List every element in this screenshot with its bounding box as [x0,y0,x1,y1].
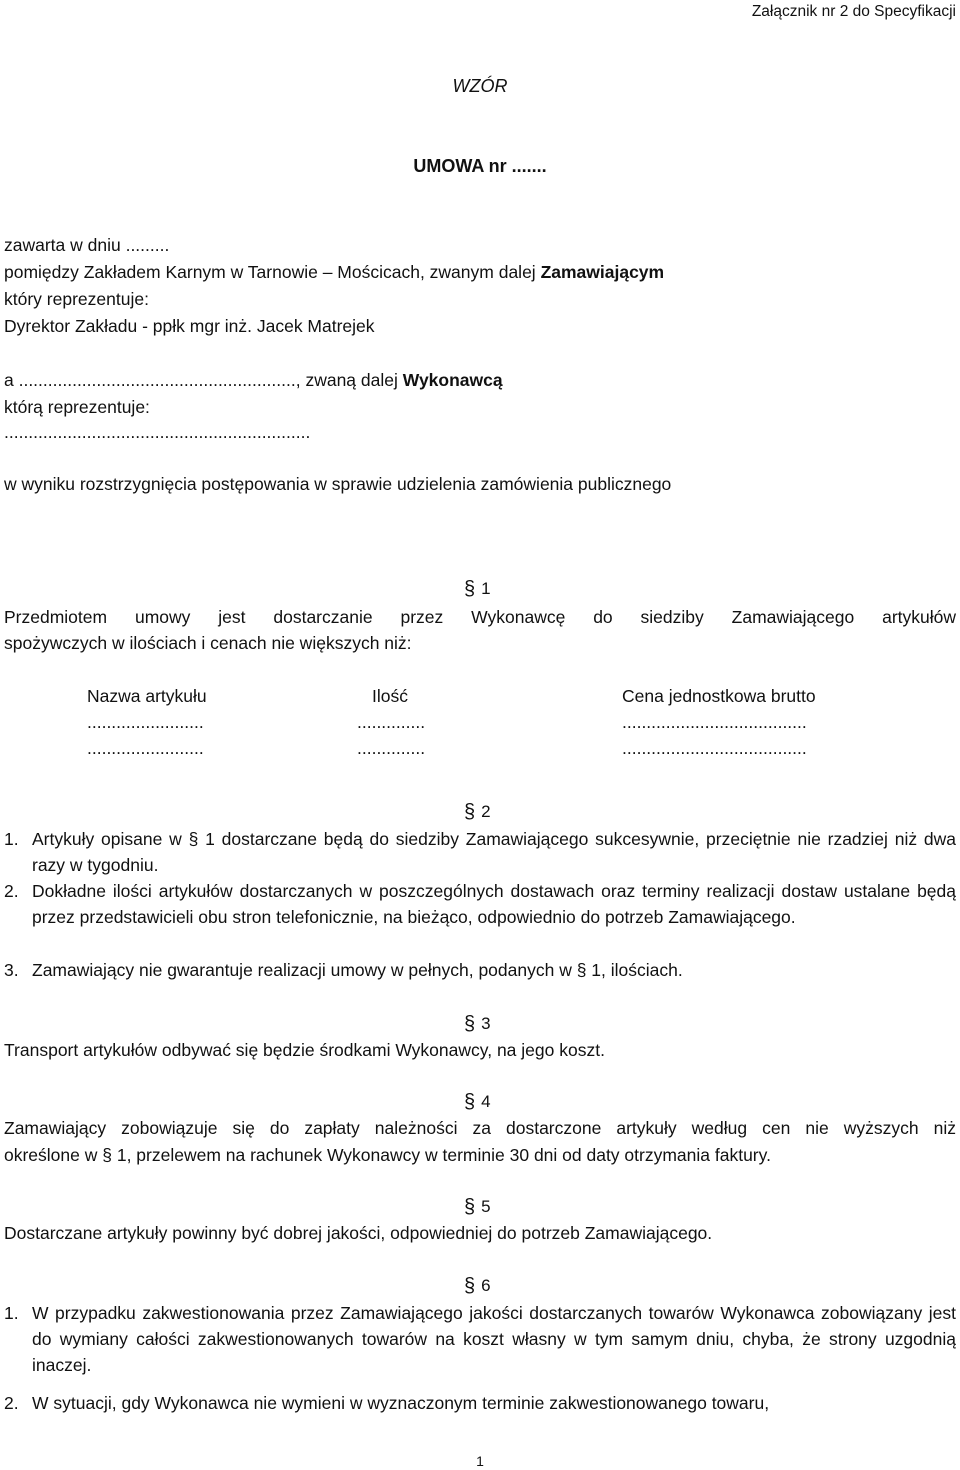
section-4-heading [464,1091,491,1113]
item-text: Artykuły opisane w § 1 dostarczane będą do siedziby Zamawiającego sukcesywnie, przeciętnie nie rzadziej niż dwa razy w tygodniu. [32,829,956,875]
table-cell: .............. [357,738,426,758]
section-4-text-line2: określone w § 1, przelewem na rachunek Wykonawcy w terminie 30 dni od daty otrzymania faktury. [4,1145,771,1165]
section-symbol: § [464,801,476,823]
table-header-price: Cena jednostkowa brutto [622,686,816,706]
buyer-representative: Dyrektor Zakładu - ppłk mgr inż. Jacek Matrejek [4,316,375,336]
section-number: 4 [481,1092,491,1111]
section-5-text: Dostarczane artykuły powinny być dobrej jakości, odpowiedniej do potrzeb Zamawiającego. [4,1223,713,1243]
concluded-date: zawarta w dniu ......... [4,235,170,255]
item-text: Dokładne ilości artykułów dostarczanych w poszczególnych dostawach oraz terminy realizacji dostaw ustalane będą przez przedstawicieli obu stron telefonicznie, na bieżąco, odpowiednio do potrzeb Zamawiającego. [32,881,956,927]
section-symbol: § [464,1275,476,1297]
contractor-representative-dots: ............................................................... [4,422,311,442]
section-4-text-line1: Zamawiający zobowiązuje się do zapłaty należności za dostarczone artykuły według cen nie wyższych niż [4,1118,956,1138]
section-number: 3 [481,1014,491,1033]
table-cell: ...................................... [622,738,807,758]
item-text: W przypadku zakwestionowania przez Zamawiającego jakości dostarczanych towarów Wykonawca zobowiązany jest do wymiany całości zakwestionowanych towarów na koszt własny w tym samym dniu, chyba, że strony uzgodnią inaczej. [32,1303,956,1375]
section-2-item [4,878,956,956]
table-cell: ........................ [87,738,204,758]
document-title: UMOWA nr ....... [413,156,547,176]
item-number: 1. [4,1303,19,1323]
contractor-line [4,368,956,392]
item-number: 2. [4,881,19,901]
section-symbol: § [464,578,476,600]
item-number: 2. [4,1393,19,1413]
contractor-represented-by: którą reprezentuje: [4,397,150,417]
section-1-text-line1: Przedmiotem umowy jest dostarczanie przez Wykonawcę do siedziby Zamawiającego artykułów [4,607,956,627]
section-2-heading [464,801,491,823]
section-6-item [4,1390,956,1416]
section-number: 6 [481,1276,491,1295]
item-text: Zamawiający nie gwarantuje realizacji umowy w pełnych, podanych w § 1, ilościach. [32,960,683,980]
table-header-quantity: Ilość [372,686,408,706]
table-cell: ........................ [87,712,204,732]
section-number: 2 [481,802,491,821]
contractor-name: Wykonawcą [402,370,503,390]
table-header-name: Nazwa artykułu [87,686,207,706]
section-symbol: § [464,1196,476,1218]
section-6-item [4,1300,956,1378]
section-1-heading [464,578,491,600]
table-cell: ...................................... [622,712,807,732]
page-number: 1 [476,1453,484,1469]
between-text: pomiędzy Zakładem Karnym w Tarnowie – Mościcach, zwanym dalej [4,262,541,282]
section-number: 5 [481,1197,491,1216]
section-5-heading [464,1196,491,1218]
section-number: 1 [481,579,491,598]
section-6-heading [464,1275,491,1297]
table-cell: .............. [357,712,426,732]
section-symbol: § [464,1013,476,1035]
section-2-item [4,957,956,983]
template-label: WZÓR [452,76,508,96]
section-symbol: § [464,1091,476,1113]
item-text: W sytuacji, gdy Wykonawca nie wymieni w wyznaczonym terminie zakwestionowanego towaru, [32,1393,770,1413]
section-1-text-line2: spożywczych w ilościach i cenach nie większych niż: [4,633,412,653]
parties-between [4,260,956,284]
section-3-heading [464,1013,491,1035]
section-3-text: Transport artykułów odbywać się będzie środkami Wykonawcy, na jego koszt. [4,1040,605,1060]
contractor-text: a ........................................................., zwaną dalej [4,370,403,390]
attachment-note: Załącznik nr 2 do Specyfikacji [751,3,956,20]
buyer-represented-by: który reprezentuje: [4,289,149,309]
item-number: 1. [4,829,19,849]
section-2-item [4,826,956,878]
buyer-name: Zamawiającym [540,262,665,282]
item-number: 3. [4,960,19,980]
procedure-result: w wyniku rozstrzygnięcia postępowania w sprawie udzielenia zamówienia publicznego [4,474,672,494]
